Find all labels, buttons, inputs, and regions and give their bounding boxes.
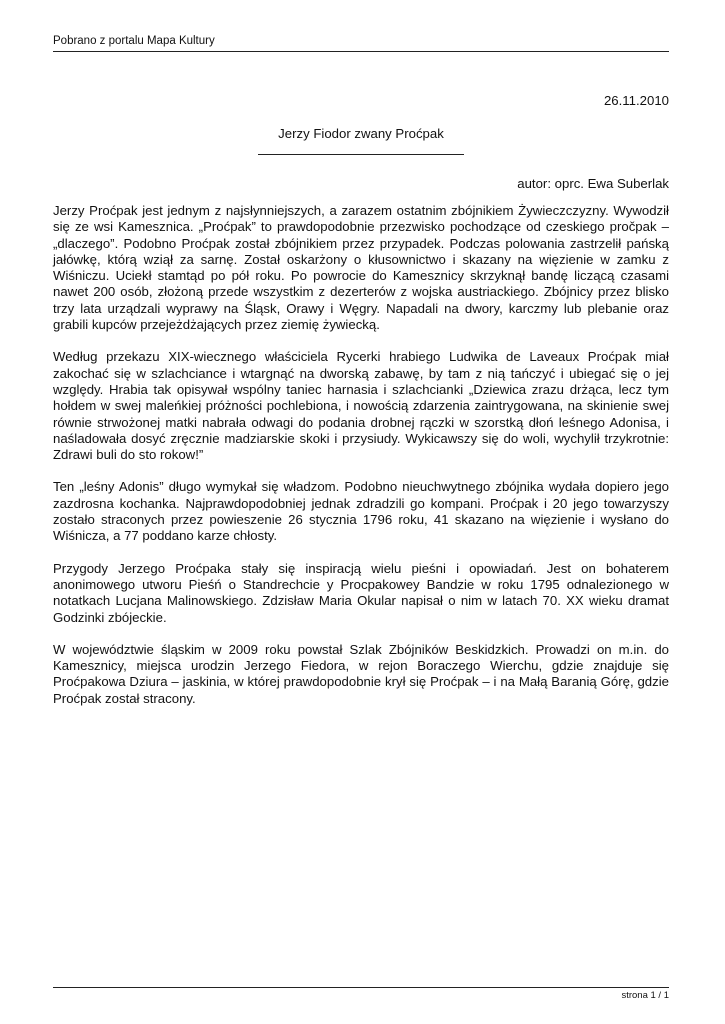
document-title: Jerzy Fiodor zwany Proćpak [278, 126, 444, 141]
document-body [53, 93, 669, 723]
document-date: 26.11.2010 [603, 93, 669, 108]
page-header-source: Pobrano z portalu Mapa Kultury [53, 35, 215, 47]
article-text [53, 203, 669, 707]
paragraph-3: Ten „leśny Adonis” długo wymykał się władzom. Podobno nieuchwytnego zbójnika wydała dopiero jego zazdrosna kochanka. Najprawdopodobniej jednak zdradzili go kompani. Proćpak i 20 jego towarzyszy zostało straconych przez powieszenie 26 stycznia 1796 roku, 41 skazano na więzienie i wysłano do Wiśnicza, a 77 poddano karze chłosty. [53, 479, 669, 544]
page-number: strona 1 / 1 [621, 990, 669, 1001]
paragraph-4: Przygody Jerzego Proćpaka stały się inspiracją wielu pieśni i opowiadań. Jest on bohaterem anonimowego utworu Pieśń o Standrechcie y Procpakowey Bandzie w roku 1795 odnalezionego w notatkach Lucjana Malinowskiego. Zdzisław Maria Okular napisał o nim w latach 70. XX wieku dramat Godzinki zbójeckie. [53, 560, 669, 625]
paragraph-2: Według przekazu XIX-wiecznego właściciela Rycerki hrabiego Ludwika de Laveaux Proćpak miał zakochać się w szlachciance i wtargnąć na dworską zabawę, by tam z nią tańczyć i ubiegać się o jej względy. Hrabia tak opisywał wspólny taniec harnasia i szlachcianki „Dziewica zrazu drżąca, lecz tym hołdem w swej maleńkiej próżności pochlebiona, i nowością zdarzenia zaintrygowana, na skinienie swej równie strwożonej matki nabrała odwagi do podania drobnej rączki w szorstką dłoń leśnego Adonisa, i naśladowała dosyć zręcznie madziarskie skoki i przysiudy. Wykicawszy się do woli, wychylił trzykrotnie: Zdrawi buli do sto rokow!” [53, 349, 669, 463]
header-divider [53, 51, 669, 52]
footer-divider [53, 987, 669, 988]
paragraph-5: W województwie śląskim w 2009 roku powstał Szlak Zbójników Beskidzkich. Prowadzi on m.in. do Kamesznicy, miejsca urodzin Jerzego Fiedora, w rejon Boraczego Wierchu, gdzie znajduje się Proćpakowa Dziura – jaskinia, w której prawdopodobnie krył się Proćpak – i na Małą Baranią Górę, gdzie Proćpak został stracony. [53, 641, 669, 706]
paragraph-1: Jerzy Proćpak jest jednym z najsłynniejszych, a zarazem ostatnim zbójnikiem Żywieczczyzny. Wywodził się ze wsi Kamesznica. „Proćpak” to prawdopodobnie przezwisko pochodzące od czeskiego pročpak – „dlaczego”. Podobno Proćpak został zbójnikiem przez przypadek. Podczas polowania zastrzelił pańską jałówkę, którą wziął za sarnę. Został oskarżony o kłusownictwo i skazany na więzienie w zamku z Wiśniczu. Uciekł stamtąd po pół roku. Po powrocie do Kamesznicy skrzyknął bandę liczącą czasami nawet 200 osób, złożoną przede wszystkim z dezerterów z wojska austriackiego. Zbójnicy przez blisko trzy lata urządzali wyprawy na Śląsk, Orawy i Węgry. Napadali na dwory, karczmy lub plebanie oraz grabili kupców przejeżdżających przez ziemię żywiecką. [53, 203, 669, 333]
document-author: autor: oprc. Ewa Suberlak [517, 176, 669, 191]
title-underline [258, 154, 464, 155]
